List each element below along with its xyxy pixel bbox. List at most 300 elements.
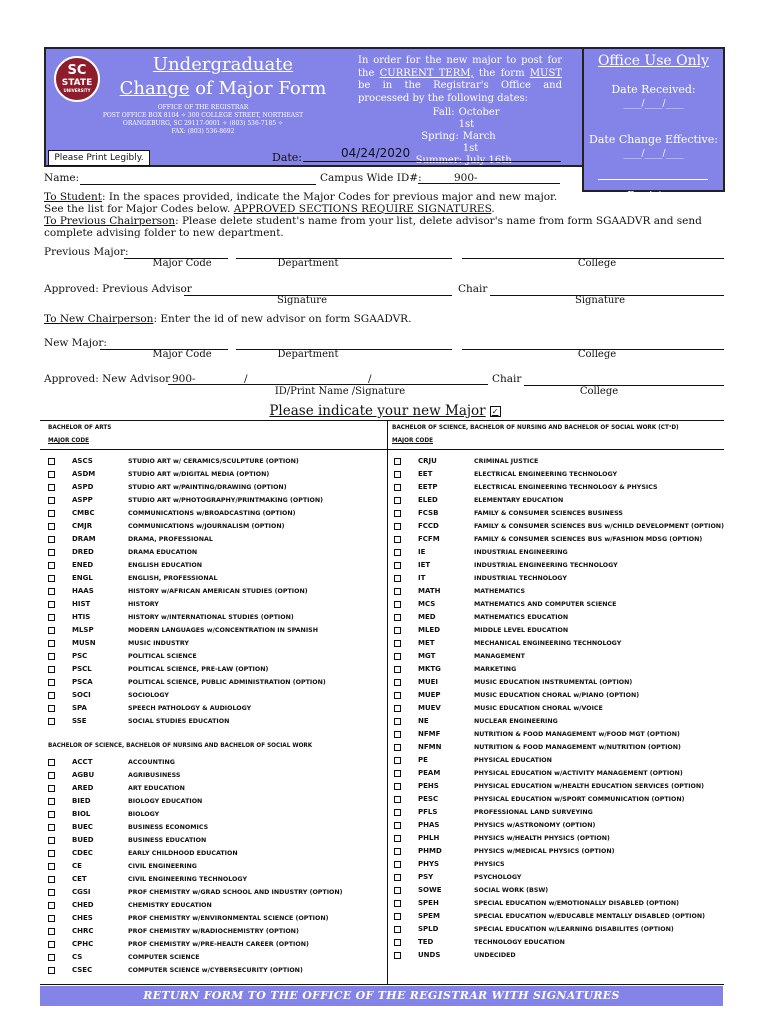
major-row — [394, 806, 724, 819]
table-top-rule — [40, 420, 724, 421]
major-code: SSE — [72, 717, 87, 725]
major-row — [394, 585, 724, 598]
major-row — [394, 728, 724, 741]
major-checkbox[interactable] — [394, 835, 401, 842]
logo-text-sc: SC — [67, 63, 87, 78]
major-checkbox[interactable] — [394, 614, 401, 621]
major-description: PHYSICAL EDUCATION — [474, 757, 552, 764]
major-checkbox[interactable] — [48, 627, 55, 634]
ba-major-list — [48, 455, 384, 728]
major-checkbox[interactable] — [48, 798, 55, 805]
major-description: HISTORY — [128, 601, 159, 608]
major-description: INDUSTRIAL ENGINEERING TECHNOLOGY — [474, 562, 618, 569]
major-checkbox[interactable] — [394, 471, 401, 478]
to-student-label: To Student — [44, 191, 102, 203]
major-row — [48, 546, 384, 559]
major-checkbox[interactable] — [394, 926, 401, 933]
date-change-label: Date Change Effective: — [589, 133, 718, 146]
major-checkbox[interactable] — [48, 562, 55, 569]
major-checkbox[interactable] — [394, 744, 401, 751]
major-row — [48, 624, 384, 637]
logo-text-state: STATE — [61, 78, 93, 88]
major-code: MKTG — [418, 665, 441, 673]
major-code: BIOL — [72, 810, 91, 818]
major-row — [394, 572, 724, 585]
major-checkbox[interactable] — [48, 876, 55, 883]
major-checkbox[interactable] — [48, 772, 55, 779]
to-previous-chair-instructions — [44, 215, 726, 239]
major-checkbox[interactable] — [394, 575, 401, 582]
major-checkbox[interactable] — [48, 718, 55, 725]
major-code: FCFM — [418, 535, 440, 543]
major-description: BUSINESS EDUCATION — [128, 837, 207, 844]
major-checkbox[interactable] — [48, 785, 55, 792]
major-code: CSEC — [72, 966, 93, 974]
notice-must: MUST — [529, 67, 562, 79]
major-checkbox[interactable] — [48, 863, 55, 870]
major-description: SPEECH PATHOLOGY & AUDIOLOGY — [128, 705, 252, 712]
major-checkbox[interactable] — [394, 562, 401, 569]
major-description: MANAGEMENT — [474, 653, 525, 660]
major-row — [394, 871, 724, 884]
registrar-address — [70, 104, 336, 136]
to-previous-chair-label: To Previous Chairperson — [44, 215, 176, 227]
major-description: SPECIAL EDUCATION w/EDUCABLE MENTALLY DISABLED (OPTION) — [474, 913, 705, 920]
major-description: NUTRITION & FOOD MANAGEMENT w/NUTRITION (OPTION) — [474, 744, 681, 751]
major-checkbox[interactable] — [394, 653, 401, 660]
major-code: SPEH — [418, 899, 439, 907]
deadline-notice — [358, 55, 562, 105]
major-description: NUCLEAR ENGINEERING — [474, 718, 558, 725]
major-code: HAAS — [72, 587, 94, 595]
major-checkbox[interactable] — [48, 471, 55, 478]
major-description: MECHANICAL ENGINEERING TECHNOLOGY — [474, 640, 622, 647]
department-caption: Department — [277, 258, 339, 269]
major-code: CMBC — [72, 509, 95, 517]
major-code: MUSN — [72, 639, 96, 647]
chair-label: Chair — [458, 283, 488, 295]
table-header-rule — [40, 449, 724, 450]
major-row — [48, 637, 384, 650]
major-code: ASDM — [72, 470, 96, 478]
major-code: PHYS — [418, 860, 440, 868]
major-description: COMPUTER SCIENCE — [128, 954, 200, 961]
major-row — [394, 793, 724, 806]
major-code: CDEC — [72, 849, 93, 857]
major-description: HISTORY w/INTERNATIONAL STUDIES (OPTION) — [128, 614, 294, 621]
major-description: MATHEMATICS — [474, 588, 526, 595]
major-description: NUTRITION & FOOD MANAGEMENT w/FOOD MGT (OPTION) — [474, 731, 680, 738]
new-advisor-field[interactable] — [168, 373, 488, 385]
to-student-text: : In the spaces provided, indicate the Major Codes for previous major and new major. — [101, 191, 558, 203]
major-checkbox[interactable] — [394, 692, 401, 699]
major-row — [394, 481, 724, 494]
major-row — [394, 533, 724, 546]
new-chair-signature-field[interactable] — [524, 373, 724, 386]
major-row — [48, 795, 384, 808]
major-checkbox[interactable] — [394, 666, 401, 673]
approved-sections-note: APPROVED SECTIONS REQUIRE SIGNATURES — [233, 203, 492, 215]
major-description: ENGLISH, PROFESSIONAL — [128, 575, 218, 582]
major-code: MUEP — [418, 691, 441, 699]
new-advisor-id-prefix: 900- — [172, 373, 196, 385]
id-print-signature-caption: ID/Print Name /Signature — [274, 386, 406, 397]
college-caption: College — [579, 386, 619, 397]
major-row — [394, 507, 724, 520]
major-code: ACCT — [72, 758, 93, 766]
major-checkbox[interactable] — [394, 536, 401, 543]
major-description: PHYSICS w/HEALTH PHYSICS (OPTION) — [474, 835, 610, 842]
major-description: FAMILY & CONSUMER SCIENCES BUS w/FASHION MDSG (OPTION) — [474, 536, 703, 543]
major-checkbox[interactable] — [48, 666, 55, 673]
major-checkbox[interactable] — [394, 640, 401, 647]
major-checkbox[interactable] — [394, 757, 401, 764]
major-description: PHYSICAL EDUCATION w/HEALTH EDUCATION SERVICES (OPTION) — [474, 783, 705, 790]
major-checkbox[interactable] — [394, 796, 401, 803]
indicate-major-heading — [0, 403, 770, 419]
name-field[interactable] — [80, 172, 316, 185]
major-code: MATH — [418, 587, 441, 595]
to-previous-chair-text: : Please delete student's name from your list, delete advisor's name from form SGAADVR and send complete advising folder to new department. — [44, 215, 702, 239]
major-description: PROF CHEMISTRY w/RADIOCHEMISTRY (OPTION) — [128, 928, 299, 935]
major-code: AGBU — [72, 771, 95, 779]
date-label: Date: — [272, 151, 303, 164]
major-checkbox[interactable] — [48, 653, 55, 660]
major-description: TECHNOLOGY EDUCATION — [474, 939, 565, 946]
major-checkbox[interactable] — [48, 967, 55, 974]
major-checkbox[interactable] — [394, 900, 401, 907]
major-description: MUSIC EDUCATION CHORAL w/PIANO (OPTION) — [474, 692, 640, 699]
major-checkbox[interactable] — [394, 952, 401, 959]
major-row — [394, 702, 724, 715]
major-checkbox[interactable] — [48, 549, 55, 556]
major-row — [48, 782, 384, 795]
major-row — [394, 819, 724, 832]
major-checkbox[interactable] — [394, 874, 401, 881]
registrar-label: Registrar — [627, 189, 680, 202]
major-description: BIOLOGY — [128, 811, 160, 818]
major-description: PSYCHOLOGY — [474, 874, 522, 881]
major-code: MGT — [418, 652, 436, 660]
date-field[interactable]: 04/24/2020 — [303, 146, 561, 162]
major-checkbox[interactable] — [48, 889, 55, 896]
major-row — [394, 949, 724, 962]
major-checkbox[interactable] — [48, 458, 55, 465]
major-code: IE — [418, 548, 426, 556]
major-description: SPECIAL EDUCATION w/LEARNING DISABILITES (OPTION) — [474, 926, 674, 933]
major-checkbox[interactable] — [48, 575, 55, 582]
major-checkbox[interactable] — [394, 913, 401, 920]
deadline-date: March 1st — [462, 131, 496, 154]
major-checkbox[interactable] — [394, 718, 401, 725]
major-description: FAMILY & CONSUMER SCIENCES BUSINESS — [474, 510, 623, 517]
major-row — [394, 741, 724, 754]
major-code: TED — [418, 938, 434, 946]
major-row — [48, 847, 384, 860]
major-code: PSCA — [72, 678, 93, 686]
major-row — [48, 886, 384, 899]
major-checkbox[interactable] — [48, 850, 55, 857]
major-code: MCS — [418, 600, 436, 608]
major-checkbox[interactable] — [394, 549, 401, 556]
notice-current-term: CURRENT TERM, — [379, 67, 474, 79]
major-code: ENGL — [72, 574, 93, 582]
major-code: ARED — [72, 784, 94, 792]
major-checkbox[interactable] — [48, 941, 55, 948]
major-description: CHEMISTRY EDUCATION — [128, 902, 212, 909]
major-row — [48, 650, 384, 663]
major-code: CMJR — [72, 522, 93, 530]
major-description: DRAMA, PROFESSIONAL — [128, 536, 213, 543]
deadline-term: Summer: — [415, 155, 462, 166]
major-row — [394, 767, 724, 780]
major-code-caption: Major Code — [152, 349, 212, 360]
major-checkbox[interactable] — [394, 848, 401, 855]
signature-caption: Signature — [574, 295, 625, 306]
major-description: ELEMENTARY EDUCATION — [474, 497, 564, 504]
major-code: EET — [418, 470, 433, 478]
major-description: ENGLISH EDUCATION — [128, 562, 203, 569]
major-checkbox[interactable] — [48, 614, 55, 621]
major-checkbox[interactable] — [48, 837, 55, 844]
major-code: SPLD — [418, 925, 439, 933]
major-description: MATHEMATICS AND COMPUTER SCIENCE — [474, 601, 617, 608]
major-code: SPA — [72, 704, 87, 712]
major-code: MET — [418, 639, 435, 647]
major-description: MATHEMATICS EDUCATION — [474, 614, 569, 621]
major-description: STUDIO ART w/ CERAMICS/SCULPTURE (OPTION) — [128, 458, 299, 465]
major-description: CRIMINAL JUSTICE — [474, 458, 539, 465]
major-checkbox[interactable] — [48, 928, 55, 935]
major-row — [48, 951, 384, 964]
major-row — [394, 897, 724, 910]
major-code: HIST — [72, 600, 91, 608]
form-title-line2 — [110, 78, 336, 99]
major-checkbox[interactable] — [48, 811, 55, 818]
date-received-label: Date Received: — [611, 83, 696, 96]
major-description: EARLY CHILDHOOD EDUCATION — [128, 850, 238, 857]
major-description: STUDIO ART w/DIGITAL MEDIA (OPTION) — [128, 471, 270, 478]
major-row — [48, 860, 384, 873]
form-title-change: Change — [119, 78, 190, 99]
major-checkbox[interactable] — [394, 822, 401, 829]
major-description: INDUSTRIAL ENGINEERING — [474, 549, 568, 556]
major-code: EETP — [418, 483, 438, 491]
major-code: IT — [418, 574, 426, 582]
name-label: Name: — [44, 172, 80, 184]
to-new-chair-label: To New Chairperson — [44, 313, 154, 325]
major-checkbox[interactable] — [394, 783, 401, 790]
major-checkbox[interactable] — [394, 861, 401, 868]
major-code: PESC — [418, 795, 439, 803]
see-list-instructions — [44, 203, 724, 215]
major-checkbox[interactable] — [48, 640, 55, 647]
major-description: SOCIOLOGY — [128, 692, 169, 699]
major-row — [48, 808, 384, 821]
major-description: PHYSICAL EDUCATION w/ACTIVITY MANAGEMENT (OPTION) — [474, 770, 683, 777]
major-code: BUED — [72, 836, 94, 844]
see-list-text: See the list for Major Codes below. — [44, 203, 234, 215]
major-row — [48, 481, 384, 494]
major-row — [48, 873, 384, 886]
major-row — [48, 585, 384, 598]
major-row — [394, 637, 724, 650]
checkbox-check-icon: ✓ — [490, 406, 501, 417]
major-code: CS — [72, 953, 83, 961]
major-description: INDUSTRIAL TECHNOLOGY — [474, 575, 567, 582]
major-description: CIVIL ENGINEERING — [128, 863, 197, 870]
major-checkbox[interactable] — [394, 601, 401, 608]
address-line: POST OFFICE BOX 8104 ✧ 300 COLLEGE STREET, NORTHEAST — [102, 112, 304, 119]
major-checkbox[interactable] — [48, 523, 55, 530]
major-row — [394, 923, 724, 936]
major-checkbox[interactable] — [394, 497, 401, 504]
major-row — [48, 821, 384, 834]
major-code: IET — [418, 561, 431, 569]
registrar-signature-line[interactable] — [598, 179, 708, 180]
left-major-code-heading: MAJOR CODE — [48, 438, 89, 444]
major-checkbox[interactable] — [394, 588, 401, 595]
major-checkbox[interactable] — [48, 536, 55, 543]
major-description: PROF CHEMISTRY w/ENVIRONMENTAL SCIENCE (OPTION) — [128, 915, 329, 922]
major-checkbox[interactable] — [394, 887, 401, 894]
to-new-chair-instructions — [44, 313, 724, 325]
address-line: ORANGEBURG, SC 29117-0001 ✧ (803) 536-7185 ✧ — [122, 120, 284, 127]
major-description: ACCOUNTING — [128, 759, 175, 766]
new-major-label: New Major: — [44, 337, 107, 349]
major-checkbox[interactable] — [48, 824, 55, 831]
major-description: FAMILY & CONSUMER SCIENCES BUS w/CHILD DEVELOPMENT (OPTION) — [474, 523, 724, 530]
major-checkbox[interactable] — [48, 759, 55, 766]
major-description: HISTORY w/AFRICAN AMERICAN STUDIES (OPTION) — [128, 588, 308, 595]
major-description: POLITICAL SCIENCE, PUBLIC ADMINISTRATION (OPTION) — [128, 679, 326, 686]
major-checkbox[interactable] — [48, 915, 55, 922]
major-code: PHMD — [418, 847, 442, 855]
major-code: UNDS — [418, 951, 441, 959]
form-title-line1: Undergraduate — [152, 54, 294, 75]
major-code: CE — [72, 862, 82, 870]
major-description: UNDECIDED — [474, 952, 516, 959]
major-code: DRED — [72, 548, 94, 556]
major-row — [394, 559, 724, 572]
major-code: FCSB — [418, 509, 439, 517]
major-description: POLITICAL SCIENCE, PRE-LAW (OPTION) — [128, 666, 269, 673]
major-code: PFLS — [418, 808, 438, 816]
major-checkbox[interactable] — [48, 601, 55, 608]
major-checkbox[interactable] — [48, 588, 55, 595]
major-description: SOCIAL WORK (BSW) — [474, 887, 549, 894]
major-code: BUEC — [72, 823, 93, 831]
major-description: MODERN LANGUAGES w/CONCENTRATION IN SPANISH — [128, 627, 318, 634]
college-caption: College — [577, 258, 617, 269]
major-checkbox[interactable] — [394, 510, 401, 517]
major-code: PHLH — [418, 834, 440, 842]
major-checkbox[interactable] — [48, 497, 55, 504]
major-row — [394, 936, 724, 949]
major-row — [48, 663, 384, 676]
deadline-date: July 16th — [466, 155, 512, 166]
slash-divider: / — [244, 373, 248, 385]
major-row — [394, 650, 724, 663]
right-major-code-heading: MAJOR CODE — [392, 438, 433, 444]
major-code: CGSI — [72, 888, 91, 896]
major-row — [48, 520, 384, 533]
major-checkbox[interactable] — [394, 809, 401, 816]
major-row — [48, 899, 384, 912]
major-row — [48, 925, 384, 938]
major-row — [48, 938, 384, 951]
major-description: DRAMA EDUCATION — [128, 549, 198, 556]
major-checkbox[interactable] — [48, 679, 55, 686]
major-row — [394, 754, 724, 767]
major-code: PHAS — [418, 821, 440, 829]
major-row — [48, 468, 384, 481]
major-description: STUDIO ART w/PAINTING/DRAWING (OPTION) — [128, 484, 287, 491]
major-checkbox[interactable] — [394, 770, 401, 777]
major-code: PE — [418, 756, 428, 764]
major-row — [48, 533, 384, 546]
major-code: BIED — [72, 797, 91, 805]
address-line: OFFICE OF THE REGISTRAR — [157, 104, 249, 111]
major-code: DRAM — [72, 535, 96, 543]
approved-new-advisor-label: Approved: New Advisor — [44, 373, 171, 385]
major-code: ASPD — [72, 483, 94, 491]
major-checkbox[interactable] — [48, 692, 55, 699]
college-caption: College — [577, 349, 617, 360]
notice-text: the form — [473, 67, 530, 79]
major-code: SOWE — [418, 886, 442, 894]
major-row — [394, 780, 724, 793]
campus-id-field[interactable]: 900- — [418, 172, 560, 184]
major-row — [394, 832, 724, 845]
major-checkbox[interactable] — [394, 705, 401, 712]
major-row — [48, 702, 384, 715]
major-checkbox[interactable] — [394, 939, 401, 946]
major-checkbox[interactable] — [394, 731, 401, 738]
major-checkbox[interactable] — [48, 510, 55, 517]
major-code: MUEV — [418, 704, 441, 712]
major-checkbox[interactable] — [394, 679, 401, 686]
left-bs-section-heading: BACHELOR OF SCIENCE, BACHELOR OF NURSING AND BACHELOR OF SOCIAL WORK — [48, 743, 313, 749]
major-row — [394, 689, 724, 702]
date-change-field[interactable]: ____/____/____ — [623, 149, 684, 159]
major-checkbox[interactable] — [394, 523, 401, 530]
signature-caption: Signature — [276, 295, 327, 306]
date-received-field[interactable]: ____/____/____ — [623, 99, 684, 109]
major-code: NE — [418, 717, 429, 725]
bs-continued-major-list — [394, 455, 724, 962]
major-checkbox[interactable] — [394, 484, 401, 491]
indicate-major-text: Please indicate your new Major — [269, 403, 486, 419]
major-description: BIOLOGY EDUCATION — [128, 798, 203, 805]
major-checkbox[interactable] — [48, 705, 55, 712]
major-code: MUEI — [418, 678, 439, 686]
major-checkbox[interactable] — [394, 458, 401, 465]
major-code: FCCD — [418, 522, 439, 530]
to-student-instructions — [44, 191, 724, 203]
major-checkbox[interactable] — [48, 954, 55, 961]
major-checkbox[interactable] — [48, 484, 55, 491]
major-checkbox[interactable] — [394, 627, 401, 634]
major-description: MIDDLE LEVEL EDUCATION — [474, 627, 569, 634]
major-checkbox[interactable] — [48, 902, 55, 909]
major-row — [394, 858, 724, 871]
major-row — [48, 834, 384, 847]
major-code: CHES — [72, 914, 93, 922]
major-code: ELED — [418, 496, 438, 504]
major-description: PROF CHEMISTRY w/GRAD SCHOOL AND INDUSTRY (OPTION) — [128, 889, 343, 896]
major-code: PEHS — [418, 782, 439, 790]
